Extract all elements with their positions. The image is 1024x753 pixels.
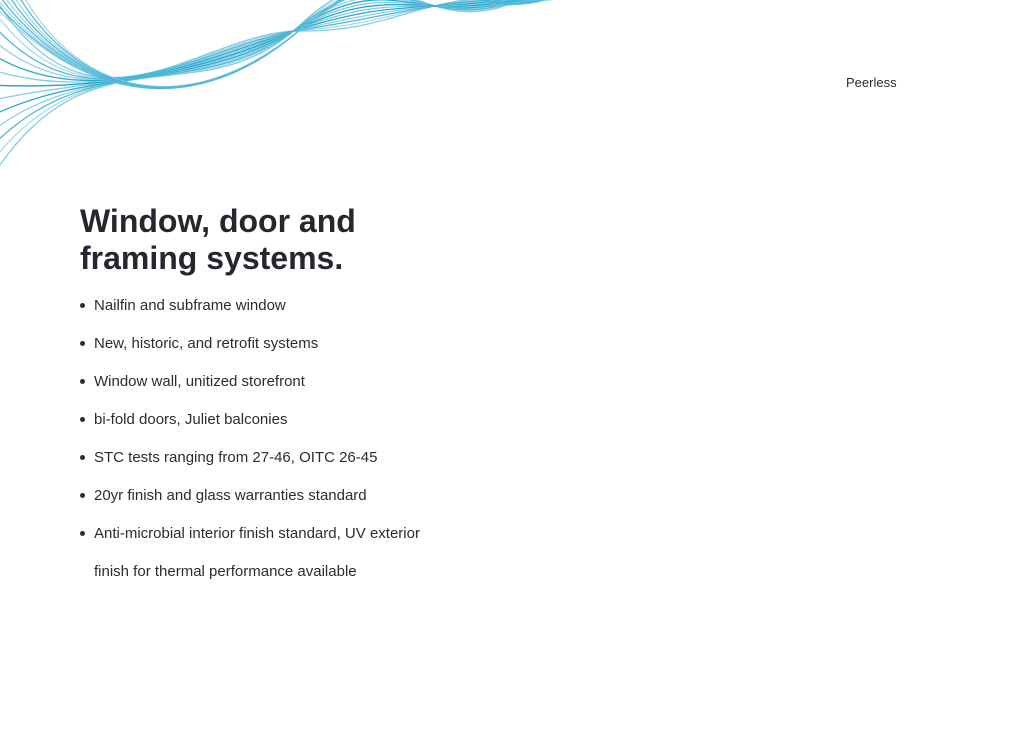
list-item bbox=[80, 515, 480, 591]
list-item-text: Nailfin and subframe window bbox=[94, 297, 286, 314]
brand-name: Peerless bbox=[846, 75, 897, 90]
list-item bbox=[80, 325, 480, 363]
bullet-icon bbox=[80, 455, 85, 460]
wave-line bbox=[0, 0, 540, 101]
bullet-icon bbox=[80, 493, 85, 498]
list-item bbox=[80, 401, 480, 439]
list-item-text: Window wall, unitized storefront bbox=[94, 373, 305, 390]
list-item-text: 20yr finish and glass warranties standard bbox=[94, 487, 367, 504]
bullet-icon bbox=[80, 303, 85, 308]
wave-line bbox=[0, 0, 540, 180]
bullet-icon bbox=[80, 341, 85, 346]
feature-list bbox=[80, 287, 480, 591]
list-item bbox=[80, 439, 480, 477]
wave-line bbox=[0, 0, 540, 117]
wave-line bbox=[0, 0, 540, 148]
page-title: Window, door and framing systems. bbox=[80, 203, 356, 276]
list-item-text: bi-fold doors, Juliet balconies bbox=[94, 411, 288, 428]
bullet-icon bbox=[80, 417, 85, 422]
list-item-text: Anti-microbial interior finish standard, UV exterior finish for thermal performance available bbox=[94, 525, 420, 580]
list-item bbox=[80, 287, 480, 325]
list-item bbox=[80, 477, 480, 515]
bullet-icon bbox=[80, 379, 85, 384]
list-item-text: New, historic, and retrofit systems bbox=[94, 335, 319, 352]
list-item-text: STC tests ranging from 27-46, OITC 26-45 bbox=[94, 449, 378, 466]
bullet-icon bbox=[80, 531, 85, 536]
list-item bbox=[80, 363, 480, 401]
wave-lines-decoration bbox=[0, 0, 560, 200]
